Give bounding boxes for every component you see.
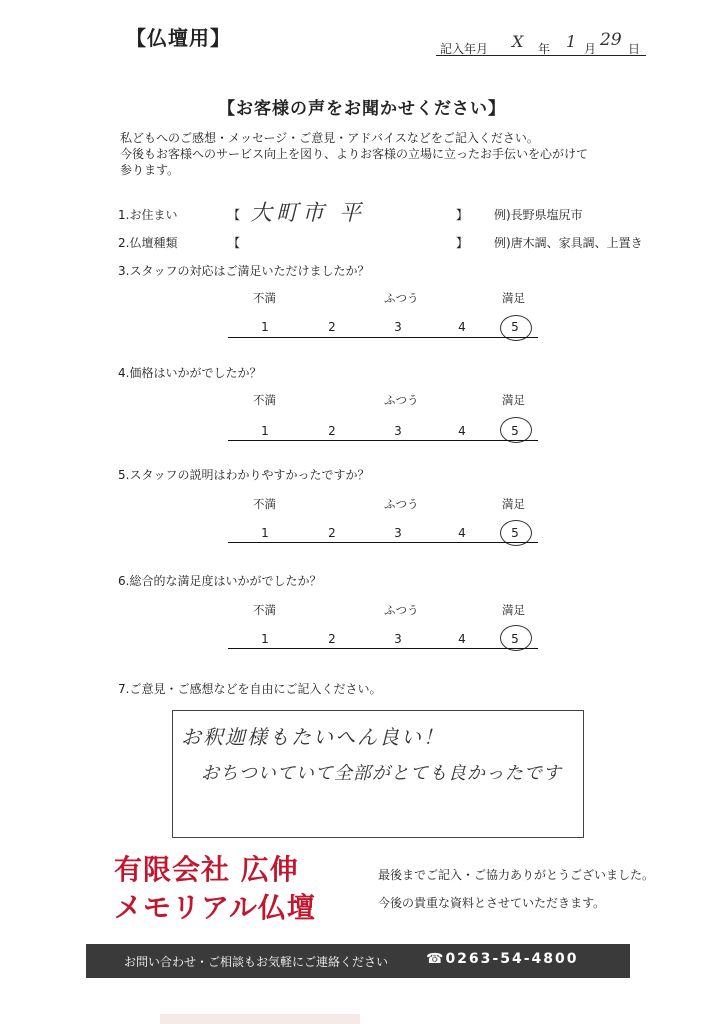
comment-line-2: おちついていて全部がとても良かったです (201, 763, 562, 784)
date-year-value: X (512, 32, 524, 51)
scan-artifact (160, 1014, 360, 1024)
page-title: 【お客様の声をお聞かせください】 (218, 99, 506, 119)
q1-label: 1.お住まい (118, 208, 178, 222)
q6-scale-mid: ふつう (384, 603, 419, 617)
thanks-line-2: 今後の貴重な資料とさせていただきます。 (378, 896, 606, 910)
q1-answer[interactable]: 大町市 平 (250, 201, 365, 226)
q5-scale-line (228, 542, 538, 543)
q2-label: 2.仏壇種類 (118, 236, 178, 250)
q3-option-5[interactable]: 5 (511, 320, 519, 334)
company-name: 有限会社 広伸 (114, 853, 299, 886)
q4-option-5[interactable]: 5 (511, 424, 519, 438)
q4-scale-line (228, 440, 538, 441)
q6-scale-low: 不満 (253, 603, 276, 617)
date-day-unit: 日 (628, 42, 641, 56)
comment-box[interactable] (172, 710, 584, 838)
q5-option-1[interactable]: 1 (261, 526, 269, 540)
q6-option-2[interactable]: 2 (328, 632, 336, 646)
q6-option-3[interactable]: 3 (394, 632, 402, 646)
q1-open-bracket: 【 (228, 208, 241, 222)
q5-option-3[interactable]: 3 (394, 526, 402, 540)
contact-text: お問い合わせ・ご相談もお気軽にご連絡ください (124, 955, 389, 969)
q4-option-4[interactable]: 4 (458, 424, 466, 438)
q4-option-1[interactable]: 1 (261, 424, 269, 438)
q6-scale-high: 満足 (502, 603, 525, 617)
intro-line-3: 参ります。 (120, 163, 180, 177)
q3-option-4[interactable]: 4 (458, 320, 466, 334)
q3-label: 3.スタッフの対応はご満足いただけましたか？ (118, 264, 370, 278)
q6-option-1[interactable]: 1 (261, 632, 269, 646)
q1-close-bracket: 】 (456, 208, 469, 222)
q6-option-5[interactable]: 5 (511, 632, 519, 646)
q7-label: 7.ご意見・ご感想などを自由にご記入ください。 (118, 682, 382, 696)
date-label: 記入年月 (440, 42, 489, 56)
q3-scale-mid: ふつう (384, 291, 419, 305)
date-underline (436, 55, 646, 56)
q4-scale-mid: ふつう (384, 393, 419, 407)
q5-scale-low: 不満 (253, 497, 276, 511)
q3-scale-low: 不満 (253, 291, 276, 305)
thanks-line-1: 最後までご記入・ご協力ありがとうございました。 (378, 868, 655, 882)
q5-scale-high: 満足 (502, 497, 525, 511)
q2-open-bracket: 【 (228, 236, 241, 250)
date-day-value: 29 (600, 30, 622, 50)
q3-scale-high: 満足 (502, 291, 525, 305)
comment-line-1: お釈迦様もたいへん良い！ (181, 725, 445, 749)
q5-scale-mid: ふつう (384, 497, 419, 511)
contact-footer (86, 944, 630, 978)
q2-close-bracket: 】 (456, 236, 469, 250)
q4-scale-low: 不満 (253, 393, 276, 407)
date-year-unit: 年 (538, 42, 551, 56)
q4-option-2[interactable]: 2 (328, 424, 336, 438)
phone-number[interactable]: ☎0263-54-4800 (426, 951, 579, 967)
q4-label: 4.価格はいかがでしたか？ (118, 366, 262, 380)
date-month-unit: 月 (584, 42, 597, 56)
q5-option-4[interactable]: 4 (458, 526, 466, 540)
intro-line-2: 今後もお客様へのサービス向上を図り、よりお客様の立場に立ったお手伝いを心がけて (120, 147, 589, 161)
intro-text (120, 130, 640, 178)
q1-example: 例)長野県塩尻市 (494, 208, 583, 222)
q6-scale-line (228, 648, 538, 649)
q4-scale-high: 満足 (502, 393, 525, 407)
q3-option-1[interactable]: 1 (261, 320, 269, 334)
q3-option-3[interactable]: 3 (394, 320, 402, 334)
q5-label: 5.スタッフの説明はわかりやすかったですか？ (118, 468, 370, 482)
form-type-tag: 【仏壇用】 (126, 26, 231, 50)
intro-line-1: 私どもへのご感想・メッセージ・ご意見・アドバイスなどをご記入ください。 (120, 131, 539, 145)
q3-scale-line (228, 337, 538, 338)
q6-label: 6.総合的な満足度はいかがでしたか？ (118, 574, 322, 588)
q4-option-3[interactable]: 3 (394, 424, 402, 438)
q5-option-2[interactable]: 2 (328, 526, 336, 540)
date-month-value: 1 (566, 32, 577, 51)
q6-option-4[interactable]: 4 (458, 632, 466, 646)
q2-example: 例)唐木調、家具調、上置き (494, 236, 643, 250)
q3-option-2[interactable]: 2 (328, 320, 336, 334)
company-subtitle: メモリアル仏壇 (114, 891, 316, 924)
q5-option-5[interactable]: 5 (511, 526, 519, 540)
